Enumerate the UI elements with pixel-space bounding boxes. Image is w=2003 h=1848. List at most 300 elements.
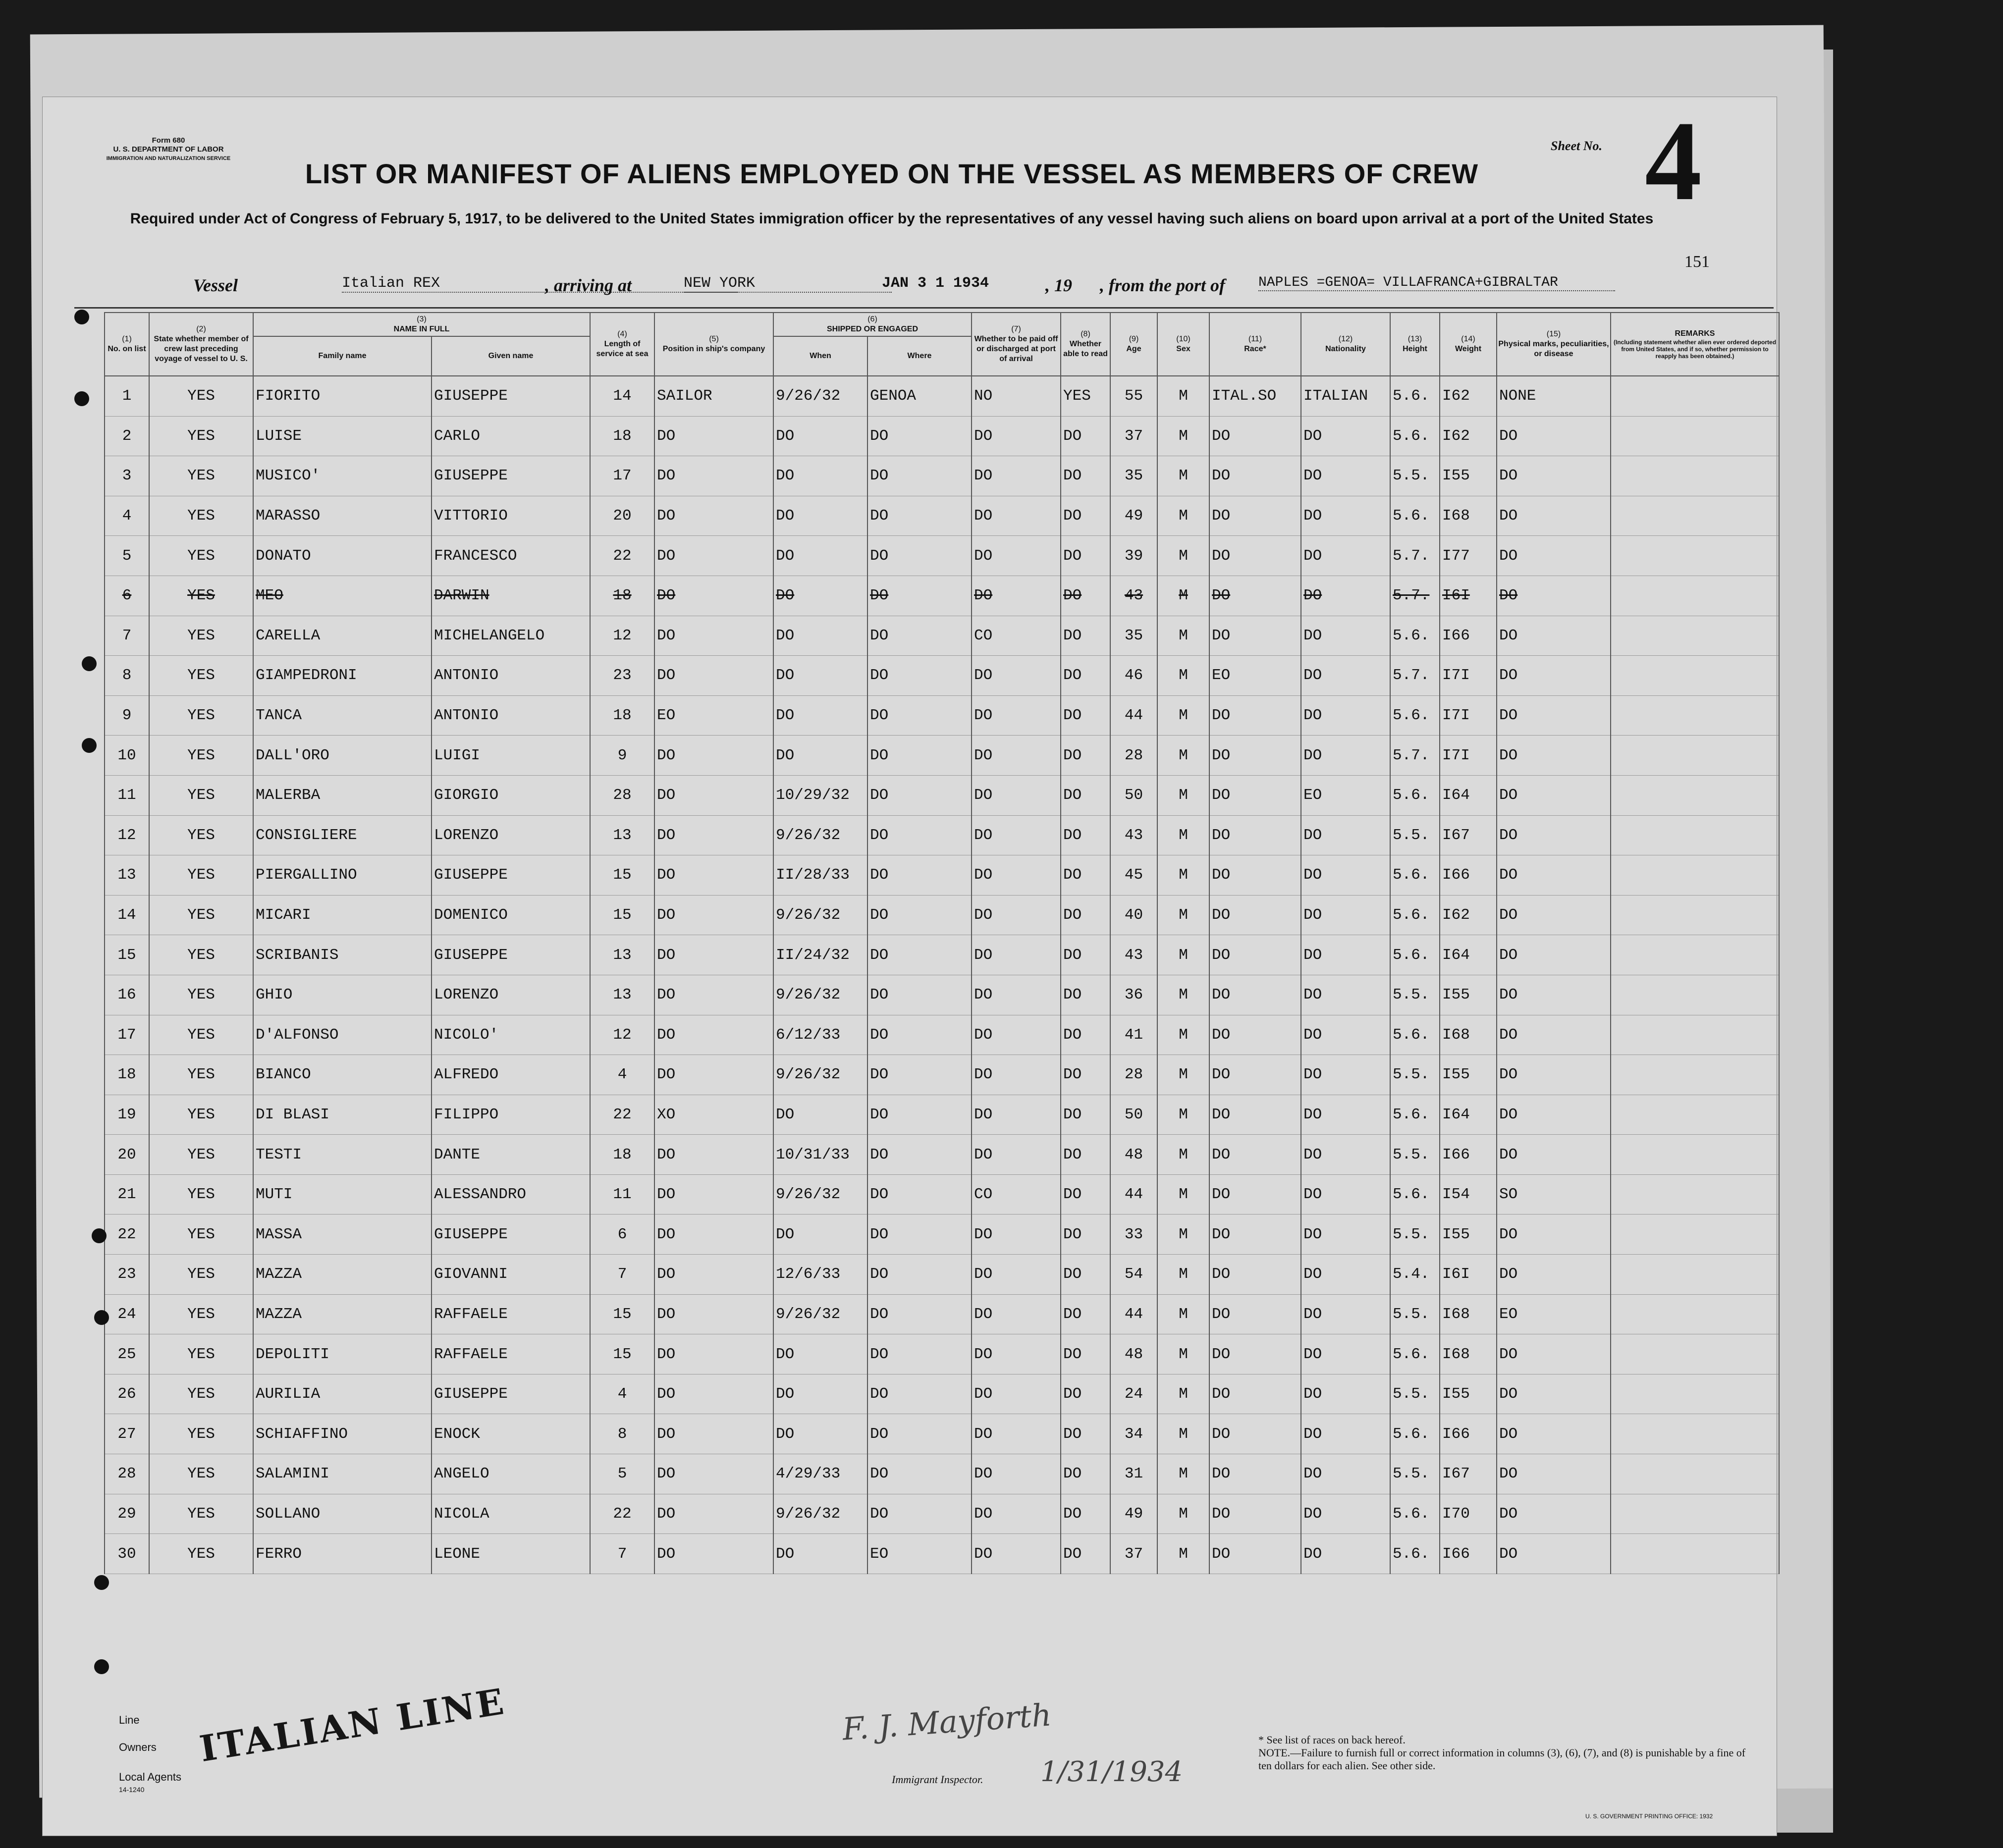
cell-race: DO	[1209, 1414, 1301, 1454]
cell-remarks	[1611, 496, 1779, 536]
cell-remarks	[1611, 1294, 1779, 1334]
table-row	[105, 616, 1779, 656]
cell-paid: DO	[972, 736, 1061, 776]
cell-weight: I55	[1440, 1055, 1497, 1095]
page-subtitle: Required under Act of Congress of February 5, 1917, to be delivered to the United States immigration officer by the representatives of any vessel having such aliens on board upon arrival at a port of the United States	[130, 211, 1654, 227]
cell-when: 10/29/32	[773, 775, 867, 815]
cell-remarks	[1611, 855, 1779, 896]
cell-marks: DO	[1497, 1414, 1611, 1454]
cell-given: CARLO	[432, 416, 590, 456]
cell-read: DO	[1061, 695, 1110, 736]
cell-remarks	[1611, 975, 1779, 1015]
cell-marks: EO	[1497, 1294, 1611, 1334]
cell-read: DO	[1061, 935, 1110, 975]
cell-height: 5.5.	[1390, 456, 1440, 496]
cell-nat: DO	[1301, 1214, 1390, 1255]
cell-race: ITAL.SO	[1209, 376, 1301, 416]
cell-weight: I66	[1440, 616, 1497, 656]
cell-when: 6/12/33	[773, 1015, 867, 1055]
cell-no: 4	[105, 496, 149, 536]
cell-age: 48	[1110, 1135, 1157, 1175]
col-height-header: (13) Height	[1390, 313, 1440, 376]
cell-marks: DO	[1497, 616, 1611, 656]
cell-race: DO	[1209, 736, 1301, 776]
cell-no: 21	[105, 1174, 149, 1214]
cell-prev: YES	[149, 855, 253, 896]
cell-paid: DO	[972, 1294, 1061, 1334]
cell-paid: DO	[972, 1135, 1061, 1175]
cell-when: 12/6/33	[773, 1255, 867, 1295]
cell-family: MUTI	[253, 1174, 432, 1214]
cell-no: 27	[105, 1414, 149, 1454]
cell-family: MARASSO	[253, 496, 432, 536]
cell-no: 15	[105, 935, 149, 975]
cell-height: 5.5.	[1390, 1374, 1440, 1414]
cell-given: DOMENICO	[432, 895, 590, 935]
cell-where: GENOA	[867, 376, 972, 416]
cell-marks: DO	[1497, 656, 1611, 696]
cell-remarks	[1611, 1494, 1779, 1534]
cell-nat: DO	[1301, 416, 1390, 456]
cell-remarks	[1611, 656, 1779, 696]
vessel-name: Italian REX	[342, 275, 738, 293]
table-row	[105, 855, 1779, 896]
cell-weight: I55	[1440, 456, 1497, 496]
punch-hole	[74, 310, 89, 324]
cell-marks: DO	[1497, 855, 1611, 896]
cell-sex: M	[1157, 935, 1209, 975]
cell-position: DO	[654, 895, 773, 935]
table-row	[105, 656, 1779, 696]
cell-given: FILIPPO	[432, 1095, 590, 1135]
cell-height: 5.5.	[1390, 975, 1440, 1015]
col-family-header: Family name	[253, 336, 432, 376]
cell-read: DO	[1061, 1454, 1110, 1494]
cell-service: 14	[590, 376, 654, 416]
cell-service: 18	[590, 576, 654, 616]
cell-given: GIORGIO	[432, 775, 590, 815]
cell-weight: I62	[1440, 416, 1497, 456]
cell-service: 11	[590, 1174, 654, 1214]
cell-prev: YES	[149, 1214, 253, 1255]
table-row	[105, 576, 1779, 616]
cell-read: YES	[1061, 376, 1110, 416]
cell-marks: DO	[1497, 1255, 1611, 1295]
cell-read: DO	[1061, 1255, 1110, 1295]
cell-position: XO	[654, 1095, 773, 1135]
cell-prev: YES	[149, 536, 253, 576]
cell-height: 5.7.	[1390, 736, 1440, 776]
cell-prev: YES	[149, 376, 253, 416]
cell-height: 5.6.	[1390, 616, 1440, 656]
cell-sex: M	[1157, 1374, 1209, 1414]
cell-remarks	[1611, 1055, 1779, 1095]
cell-paid: DO	[972, 416, 1061, 456]
cell-prev: YES	[149, 1255, 253, 1295]
cell-no: 26	[105, 1374, 149, 1414]
cell-height: 5.7.	[1390, 536, 1440, 576]
cell-remarks	[1611, 1454, 1779, 1494]
cell-given: GIUSEPPE	[432, 456, 590, 496]
cell-read: DO	[1061, 1414, 1110, 1454]
cell-position: DO	[654, 1414, 773, 1454]
col-name-header: (3) NAME IN FULL	[253, 313, 590, 336]
cell-marks: DO	[1497, 1095, 1611, 1135]
cell-race: DO	[1209, 1334, 1301, 1374]
cell-sex: M	[1157, 1135, 1209, 1175]
cell-service: 13	[590, 935, 654, 975]
cell-paid: CO	[972, 1174, 1061, 1214]
cell-age: 36	[1110, 975, 1157, 1015]
cell-no: 19	[105, 1095, 149, 1135]
cell-prev: YES	[149, 1095, 253, 1135]
cell-height: 5.6.	[1390, 496, 1440, 536]
printer-imprint: U. S. GOVERNMENT PRINTING OFFICE: 1932	[1585, 1813, 1713, 1820]
cell-position: DO	[654, 855, 773, 896]
cell-position: DO	[654, 656, 773, 696]
cell-family: DONATO	[253, 536, 432, 576]
col-where-header: Where	[867, 336, 972, 376]
cell-age: 43	[1110, 935, 1157, 975]
cell-remarks	[1611, 576, 1779, 616]
cell-age: 34	[1110, 1414, 1157, 1454]
cell-nat: DO	[1301, 456, 1390, 496]
cell-remarks	[1611, 935, 1779, 975]
cell-family: SOLLANO	[253, 1494, 432, 1534]
cell-family: SCHIAFFINO	[253, 1414, 432, 1454]
cell-paid: DO	[972, 496, 1061, 536]
cell-height: 5.6.	[1390, 695, 1440, 736]
cell-prev: YES	[149, 935, 253, 975]
cell-weight: I55	[1440, 975, 1497, 1015]
col-paid-header: (7) Whether to be paid off or discharged at port of arrival	[972, 313, 1061, 376]
cell-age: 49	[1110, 496, 1157, 536]
cell-marks: DO	[1497, 536, 1611, 576]
cell-nat: DO	[1301, 1015, 1390, 1055]
cell-paid: CO	[972, 616, 1061, 656]
cell-no: 3	[105, 456, 149, 496]
cell-prev: YES	[149, 695, 253, 736]
cell-nat: DO	[1301, 1174, 1390, 1214]
cell-where: DO	[867, 895, 972, 935]
cell-nat: DO	[1301, 1334, 1390, 1374]
cell-where: DO	[867, 736, 972, 776]
cell-paid: NO	[972, 376, 1061, 416]
cell-age: 44	[1110, 1294, 1157, 1334]
cell-where: DO	[867, 576, 972, 616]
punch-hole	[92, 1228, 107, 1243]
cell-position: DO	[654, 1494, 773, 1534]
col-age-header: (9) Age	[1110, 313, 1157, 376]
punch-hole	[82, 656, 97, 671]
cell-read: DO	[1061, 895, 1110, 935]
cell-read: DO	[1061, 975, 1110, 1015]
cell-given: MICHELANGELO	[432, 616, 590, 656]
cell-weight: I70	[1440, 1494, 1497, 1534]
cell-marks: NONE	[1497, 376, 1611, 416]
cell-when: DO	[773, 1214, 867, 1255]
cell-service: 7	[590, 1534, 654, 1574]
cell-age: 37	[1110, 416, 1157, 456]
cell-sex: M	[1157, 1454, 1209, 1494]
cell-nat: DO	[1301, 1534, 1390, 1574]
cell-paid: DO	[972, 1374, 1061, 1414]
cell-marks: DO	[1497, 1055, 1611, 1095]
cell-age: 31	[1110, 1454, 1157, 1494]
cell-prev: YES	[149, 1055, 253, 1095]
cell-service: 4	[590, 1055, 654, 1095]
cell-read: DO	[1061, 1494, 1110, 1534]
table-row	[105, 1334, 1779, 1374]
cell-height: 5.7.	[1390, 576, 1440, 616]
cell-given: ANTONIO	[432, 656, 590, 696]
cell-when: 9/26/32	[773, 1055, 867, 1095]
cell-nat: DO	[1301, 736, 1390, 776]
cell-weight: I68	[1440, 1334, 1497, 1374]
cell-given: ALESSANDRO	[432, 1174, 590, 1214]
cell-service: 7	[590, 1255, 654, 1295]
cell-paid: DO	[972, 855, 1061, 896]
cell-family: CONSIGLIERE	[253, 815, 432, 855]
cell-sex: M	[1157, 736, 1209, 776]
cell-sex: M	[1157, 496, 1209, 536]
cell-paid: DO	[972, 656, 1061, 696]
cell-sex: M	[1157, 895, 1209, 935]
cell-nat: DO	[1301, 656, 1390, 696]
cell-family: BIANCO	[253, 1055, 432, 1095]
cell-prev: YES	[149, 1015, 253, 1055]
cell-prev: YES	[149, 456, 253, 496]
table-row	[105, 1174, 1779, 1214]
cell-nat: DO	[1301, 1135, 1390, 1175]
cell-no: 12	[105, 815, 149, 855]
vessel-line	[193, 275, 1630, 300]
cell-marks: DO	[1497, 895, 1611, 935]
cell-sex: M	[1157, 855, 1209, 896]
cell-no: 16	[105, 975, 149, 1015]
cell-sex: M	[1157, 695, 1209, 736]
cell-nat: DO	[1301, 695, 1390, 736]
cell-nat: DO	[1301, 576, 1390, 616]
cell-height: 5.6.	[1390, 1015, 1440, 1055]
cell-remarks	[1611, 376, 1779, 416]
cell-given: DANTE	[432, 1135, 590, 1175]
cell-family: MICARI	[253, 895, 432, 935]
table-row	[105, 376, 1779, 416]
cell-when: DO	[773, 1334, 867, 1374]
cell-height: 5.6.	[1390, 1414, 1440, 1454]
cell-height: 5.6.	[1390, 416, 1440, 456]
cell-marks: DO	[1497, 1214, 1611, 1255]
cell-family: MASSA	[253, 1214, 432, 1255]
cell-nat: DO	[1301, 1255, 1390, 1295]
cell-sex: M	[1157, 1214, 1209, 1255]
cell-age: 37	[1110, 1534, 1157, 1574]
cell-given: FRANCESCO	[432, 536, 590, 576]
cell-race: DO	[1209, 456, 1301, 496]
line-label: Line	[119, 1714, 140, 1726]
cell-sex: M	[1157, 1334, 1209, 1374]
cell-no: 20	[105, 1135, 149, 1175]
cell-position: DO	[654, 1055, 773, 1095]
cell-age: 46	[1110, 656, 1157, 696]
cell-service: 15	[590, 1294, 654, 1334]
cell-when: 9/26/32	[773, 975, 867, 1015]
cell-age: 35	[1110, 456, 1157, 496]
cell-remarks	[1611, 1255, 1779, 1295]
cell-remarks	[1611, 416, 1779, 456]
cell-position: DO	[654, 1334, 773, 1374]
cell-family: DI BLASI	[253, 1095, 432, 1135]
cell-sex: M	[1157, 576, 1209, 616]
cell-when: DO	[773, 456, 867, 496]
cell-weight: I6I	[1440, 576, 1497, 616]
cell-where: DO	[867, 1174, 972, 1214]
year-prefix: , 19	[1045, 275, 1072, 295]
cell-where: DO	[867, 1334, 972, 1374]
cell-remarks	[1611, 1135, 1779, 1175]
cell-nat: ITALIAN	[1301, 376, 1390, 416]
cell-read: DO	[1061, 1135, 1110, 1175]
cell-race: DO	[1209, 496, 1301, 536]
cell-family: FERRO	[253, 1534, 432, 1574]
cell-weight: I66	[1440, 1135, 1497, 1175]
table-row	[105, 456, 1779, 496]
cell-race: DO	[1209, 1135, 1301, 1175]
form-number: Form 680	[152, 136, 185, 145]
col-shipped-header: (6) SHIPPED OR ENGAGED	[773, 313, 972, 336]
cell-marks: DO	[1497, 1334, 1611, 1374]
cell-marks: DO	[1497, 1454, 1611, 1494]
cell-marks: DO	[1497, 975, 1611, 1015]
cell-race: DO	[1209, 1494, 1301, 1534]
cell-race: DO	[1209, 1015, 1301, 1055]
cell-read: DO	[1061, 616, 1110, 656]
cell-sex: M	[1157, 456, 1209, 496]
cell-service: 8	[590, 1414, 654, 1454]
cell-family: MEO	[253, 576, 432, 616]
crew-table	[104, 312, 1780, 1574]
cell-paid: DO	[972, 536, 1061, 576]
cell-when: II/28/33	[773, 855, 867, 896]
cell-race: DO	[1209, 695, 1301, 736]
cell-marks: DO	[1497, 695, 1611, 736]
cell-remarks	[1611, 1015, 1779, 1055]
cell-age: 48	[1110, 1334, 1157, 1374]
cell-sex: M	[1157, 775, 1209, 815]
from-ports: NAPLES =GENOA= VILLAFRANCA+GIBRALTAR	[1258, 275, 1615, 291]
cell-prev: YES	[149, 1334, 253, 1374]
cell-given: ENOCK	[432, 1414, 590, 1454]
cell-remarks	[1611, 1095, 1779, 1135]
cell-prev: YES	[149, 1414, 253, 1454]
table-row	[105, 1055, 1779, 1095]
cell-where: DO	[867, 456, 972, 496]
cell-no: 24	[105, 1294, 149, 1334]
table-row	[105, 935, 1779, 975]
cell-when: 9/26/32	[773, 376, 867, 416]
cell-race: DO	[1209, 855, 1301, 896]
table-row	[105, 1214, 1779, 1255]
cell-no: 28	[105, 1454, 149, 1494]
col-nationality-header: (12) Nationality	[1301, 313, 1390, 376]
inspector-label: Immigrant Inspector.	[892, 1773, 983, 1786]
cell-read: DO	[1061, 855, 1110, 896]
table-row	[105, 1454, 1779, 1494]
cell-race: DO	[1209, 576, 1301, 616]
page-number: 151	[1684, 253, 1710, 271]
cell-when: DO	[773, 1414, 867, 1454]
cell-when: 9/26/32	[773, 1174, 867, 1214]
cell-age: 55	[1110, 376, 1157, 416]
cell-read: DO	[1061, 1294, 1110, 1334]
cell-marks: DO	[1497, 775, 1611, 815]
cell-family: D'ALFONSO	[253, 1015, 432, 1055]
cell-where: DO	[867, 1454, 972, 1494]
cell-weight: I68	[1440, 1294, 1497, 1334]
cell-service: 13	[590, 815, 654, 855]
cell-sex: M	[1157, 376, 1209, 416]
cell-height: 5.7.	[1390, 656, 1440, 696]
cell-where: DO	[867, 496, 972, 536]
cell-when: DO	[773, 576, 867, 616]
cell-age: 44	[1110, 1174, 1157, 1214]
cell-family: PIERGALLINO	[253, 855, 432, 896]
service: IMMIGRATION AND NATURALIZATION SERVICE	[106, 156, 231, 161]
cell-given: LEONE	[432, 1534, 590, 1574]
cell-where: DO	[867, 975, 972, 1015]
cell-no: 18	[105, 1055, 149, 1095]
cell-position: DO	[654, 775, 773, 815]
cell-age: 43	[1110, 815, 1157, 855]
page-title: LIST OR MANIFEST OF ALIENS EMPLOYED ON THE VESSEL AS MEMBERS OF CREW	[305, 158, 1479, 189]
cell-where: DO	[867, 1055, 972, 1095]
signature-date: 1/31/1934	[1040, 1756, 1183, 1788]
cell-no: 22	[105, 1214, 149, 1255]
arriving-label: , arriving at	[545, 275, 632, 295]
table-row	[105, 1494, 1779, 1534]
cell-age: 41	[1110, 1015, 1157, 1055]
cell-when: DO	[773, 1095, 867, 1135]
cell-height: 5.6.	[1390, 1174, 1440, 1214]
cell-height: 5.6.	[1390, 855, 1440, 896]
cell-marks: DO	[1497, 736, 1611, 776]
cell-race: DO	[1209, 1174, 1301, 1214]
cell-given: RAFFAELE	[432, 1334, 590, 1374]
cell-marks: DO	[1497, 1534, 1611, 1574]
cell-weight: I7I	[1440, 695, 1497, 736]
cell-position: DO	[654, 1294, 773, 1334]
cell-nat: DO	[1301, 1414, 1390, 1454]
cell-race: DO	[1209, 1374, 1301, 1414]
cell-no: 25	[105, 1334, 149, 1374]
cell-marks: DO	[1497, 1015, 1611, 1055]
table-row	[105, 1135, 1779, 1175]
table-row	[105, 975, 1779, 1015]
cell-paid: DO	[972, 775, 1061, 815]
cell-family: SALAMINI	[253, 1454, 432, 1494]
cell-family: GIAMPEDRONI	[253, 656, 432, 696]
cell-age: 28	[1110, 736, 1157, 776]
cell-race: DO	[1209, 1294, 1301, 1334]
cell-prev: YES	[149, 975, 253, 1015]
cell-given: GIUSEPPE	[432, 855, 590, 896]
cell-service: 12	[590, 1015, 654, 1055]
cell-paid: DO	[972, 1214, 1061, 1255]
cell-where: DO	[867, 1294, 972, 1334]
cell-race: DO	[1209, 1095, 1301, 1135]
cell-where: DO	[867, 1374, 972, 1414]
